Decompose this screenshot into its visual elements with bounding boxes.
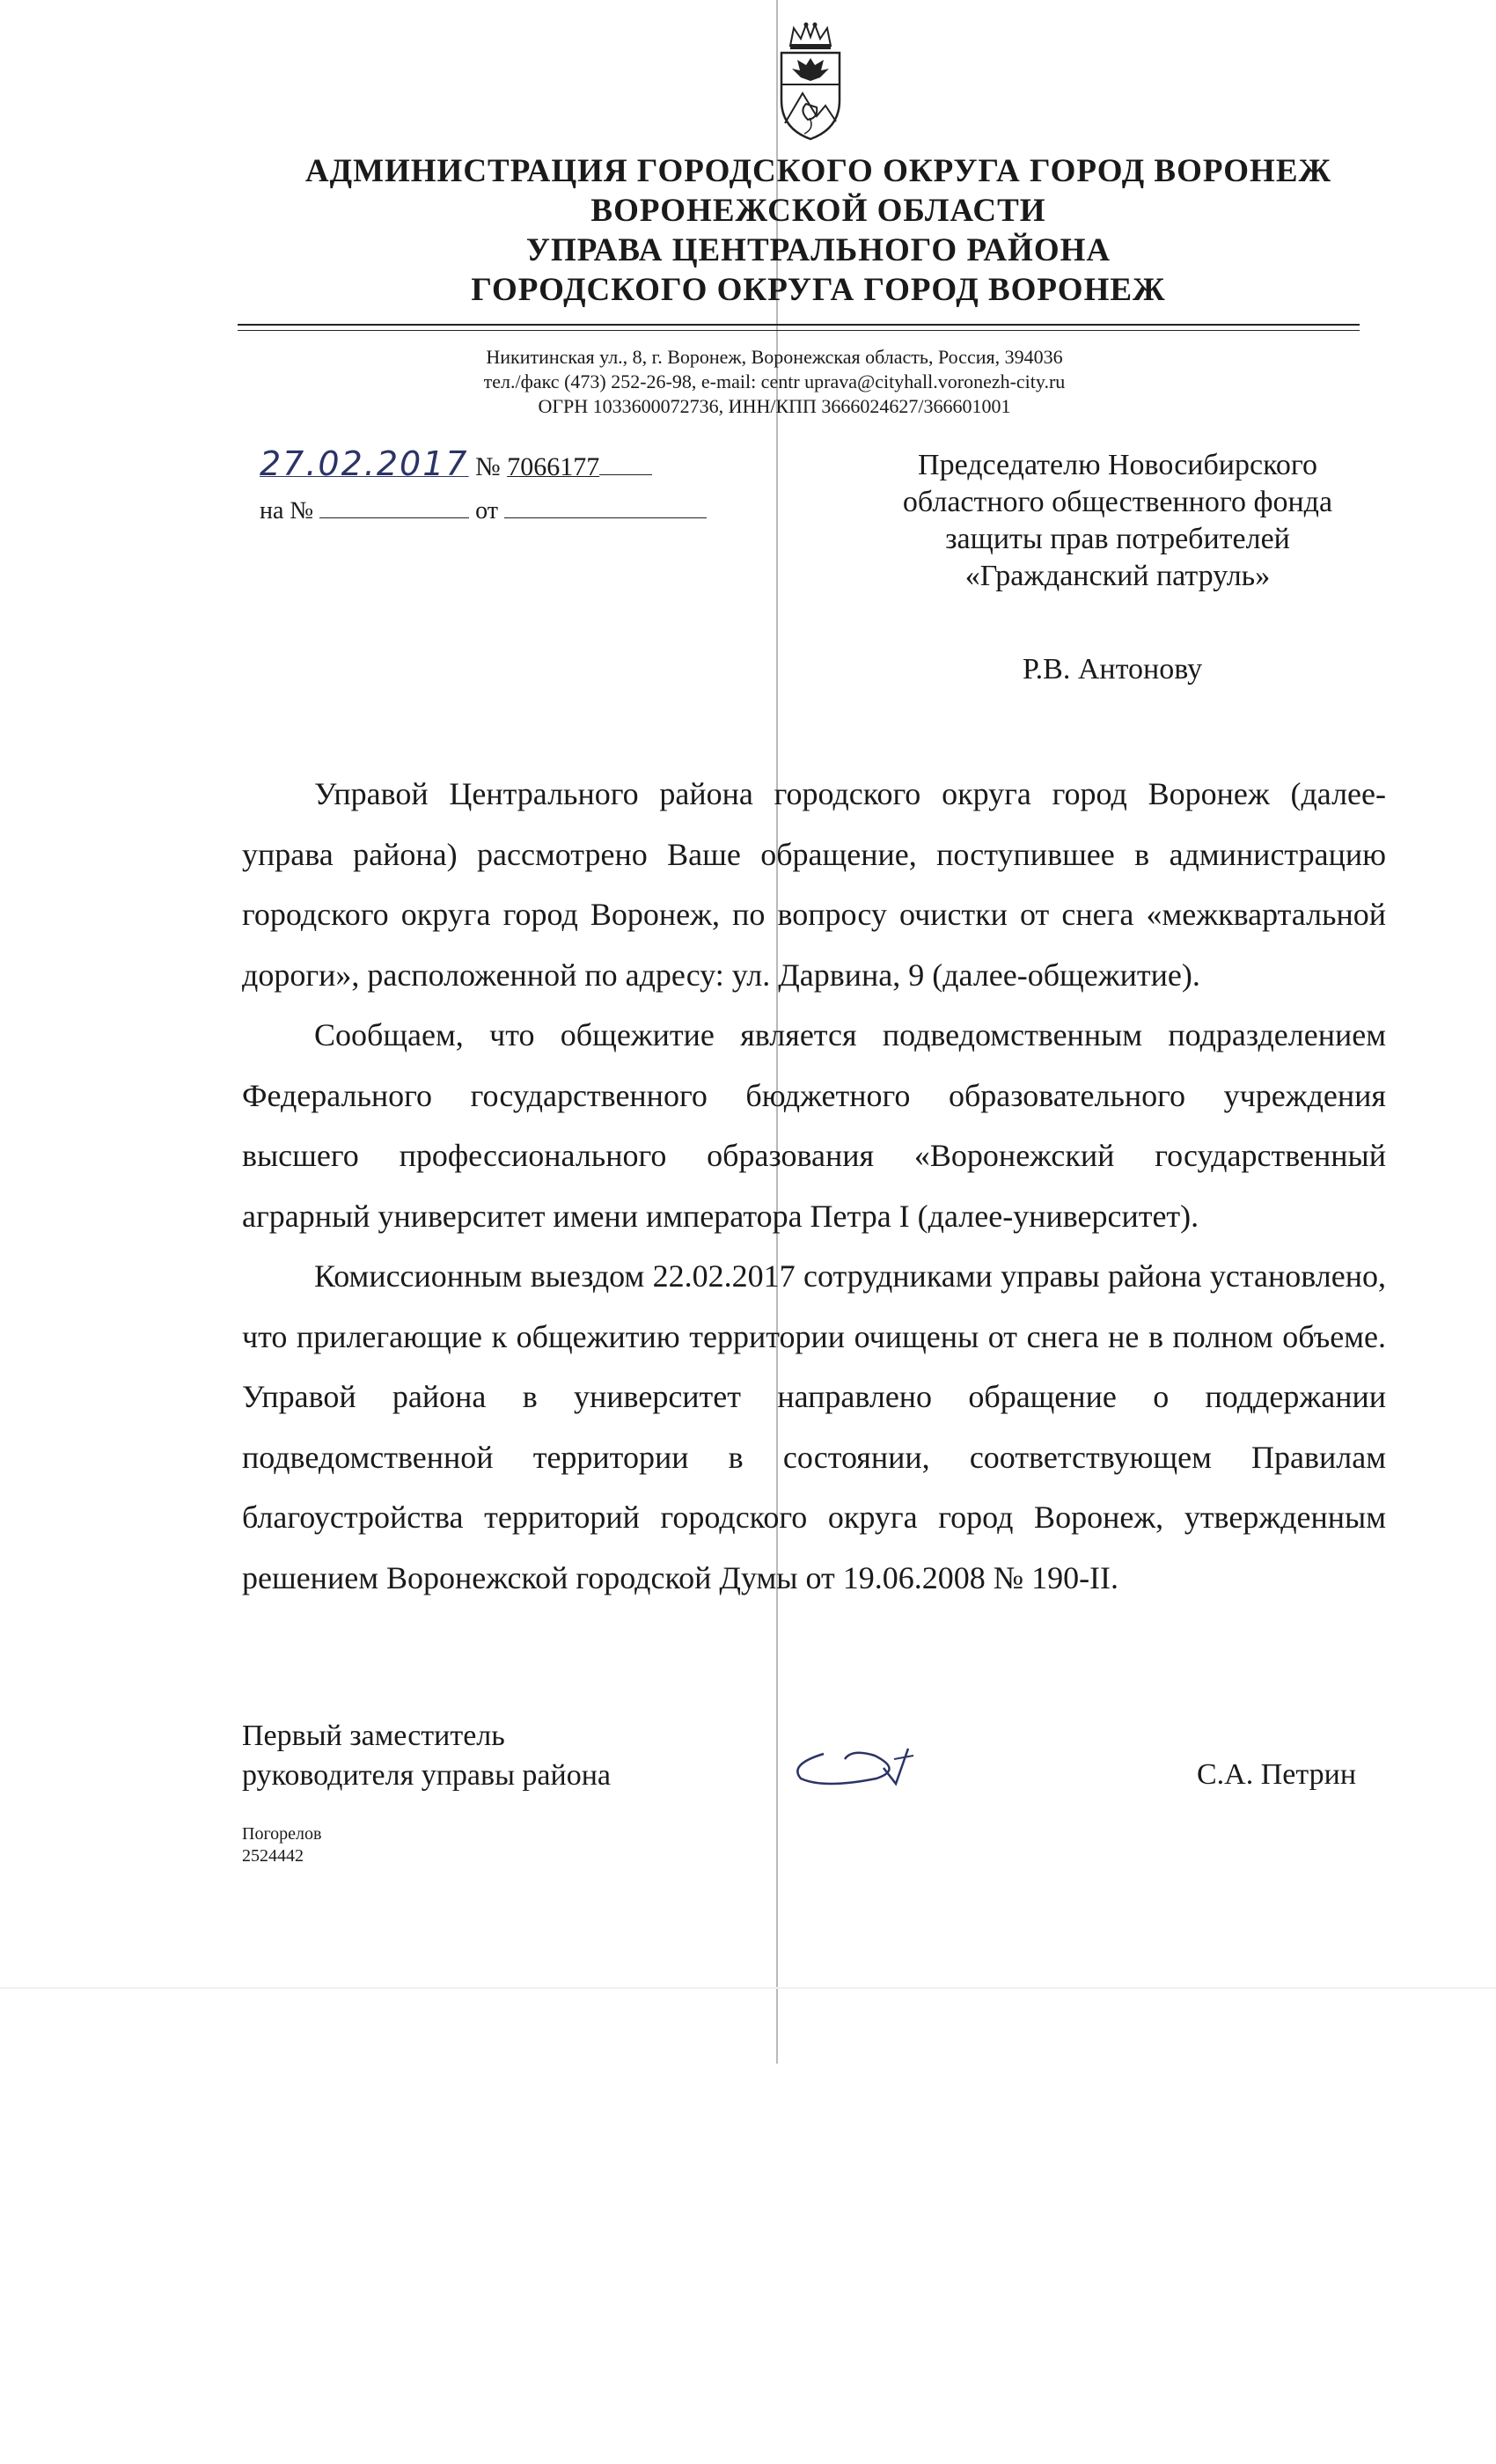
reference-line [260, 497, 707, 525]
address-line: Никитинская ул., 8, г. Воронеж, Воронежская область, Россия, 394036 [486, 346, 1063, 368]
body-paragraph-2: Сообщаем, что общежитие является подведомственным подразделением Федерального государственного бюджетного образовательного учреждения высшего профессионального образования «Воронежский государственный аграрный университет имени императора Петра I (далее-университет). [242, 1017, 1386, 1234]
handwritten-signature-icon [771, 1729, 947, 1800]
registration-line [260, 444, 652, 483]
reference-label: на № [260, 497, 314, 524]
recipient-name: Р.В. Антонову [1023, 653, 1203, 686]
letterhead-title [246, 151, 1390, 310]
signatory-title-line-2: руководителя управы района [242, 1759, 611, 1792]
executor-info [242, 1823, 321, 1867]
letterhead-line-3: УПРАВА ЦЕНТРАЛЬНОГО РАЙОНА [525, 232, 1111, 268]
letterhead-line-4: ГОРОДСКОГО ОКРУГА ГОРОД ВОРОНЕЖ [471, 272, 1166, 308]
handwritten-date: 27.02.2017 [260, 444, 469, 483]
letterhead-rule-bottom [238, 330, 1360, 331]
number-blank [599, 455, 652, 475]
signatory-title [242, 1716, 611, 1795]
from-blank [504, 498, 707, 518]
letterhead-line-2: ВОРОНЕЖСКОЙ ОБЛАСТИ [590, 193, 1046, 229]
signatory-title-line-1: Первый заместитель [242, 1720, 505, 1752]
registration-number: 7066177 [507, 452, 600, 481]
scan-page-edge [0, 1987, 1496, 1989]
coat-of-arms-icon [771, 19, 850, 143]
from-label: от [475, 497, 499, 524]
body-paragraph-3: Комиссионным выездом 22.02.2017 сотрудниками управы района установлено, что прилегающие к общежитию территории очищены от снега не в полном объеме. Управой района в университет направлено обращение о поддержании подведомственной территории в состоянии, соответствующем Правилам благоустройства территорий городского округа город Воронеж, утвержденным решением Воронежской городской Думы от 19.06.2008 № 190-II. [242, 1258, 1386, 1595]
addressee-line-2: областного общественного фонда [902, 486, 1333, 518]
reference-blank [319, 498, 469, 518]
addressee-block [845, 447, 1390, 595]
letterhead-line-1: АДМИНИСТРАЦИЯ ГОРОДСКОГО ОКРУГА ГОРОД ВОРОНЕЖ [304, 153, 1332, 189]
ogrn-inn-line: ОГРН 1033600072736, ИНН/КПП 3666024627/366601001 [538, 395, 1011, 417]
addressee-line-1: Председателю Новосибирского [918, 449, 1317, 481]
letterhead-rule-top [238, 324, 1360, 326]
body-paragraph-1: Управой Центрального района городского округа город Воронеж (далее-управа района) рассмотрено Ваше обращение, поступившее в администрацию городского округа город Воронеж, по вопросу очистки от снега «межквартальной дороги», расположенной по адресу: ул. Дарвина, 9 (далее-общежитие). [242, 776, 1386, 993]
number-label: № [475, 452, 501, 481]
addressee-line-4: «Гражданский патруль» [964, 560, 1271, 592]
organization-contacts [334, 345, 1214, 419]
executor-phone: 2524442 [242, 1846, 304, 1866]
addressee-line-3: защиты прав потребителей [945, 523, 1290, 555]
signatory-name: С.А. Петрин [1197, 1758, 1357, 1791]
executor-name: Погорелов [242, 1824, 322, 1844]
phone-email-line: тел./факс (473) 252-26-98, e-mail: centr uprava@cityhall.voronezh-city.ru [483, 370, 1066, 392]
letter-body [242, 764, 1386, 1608]
